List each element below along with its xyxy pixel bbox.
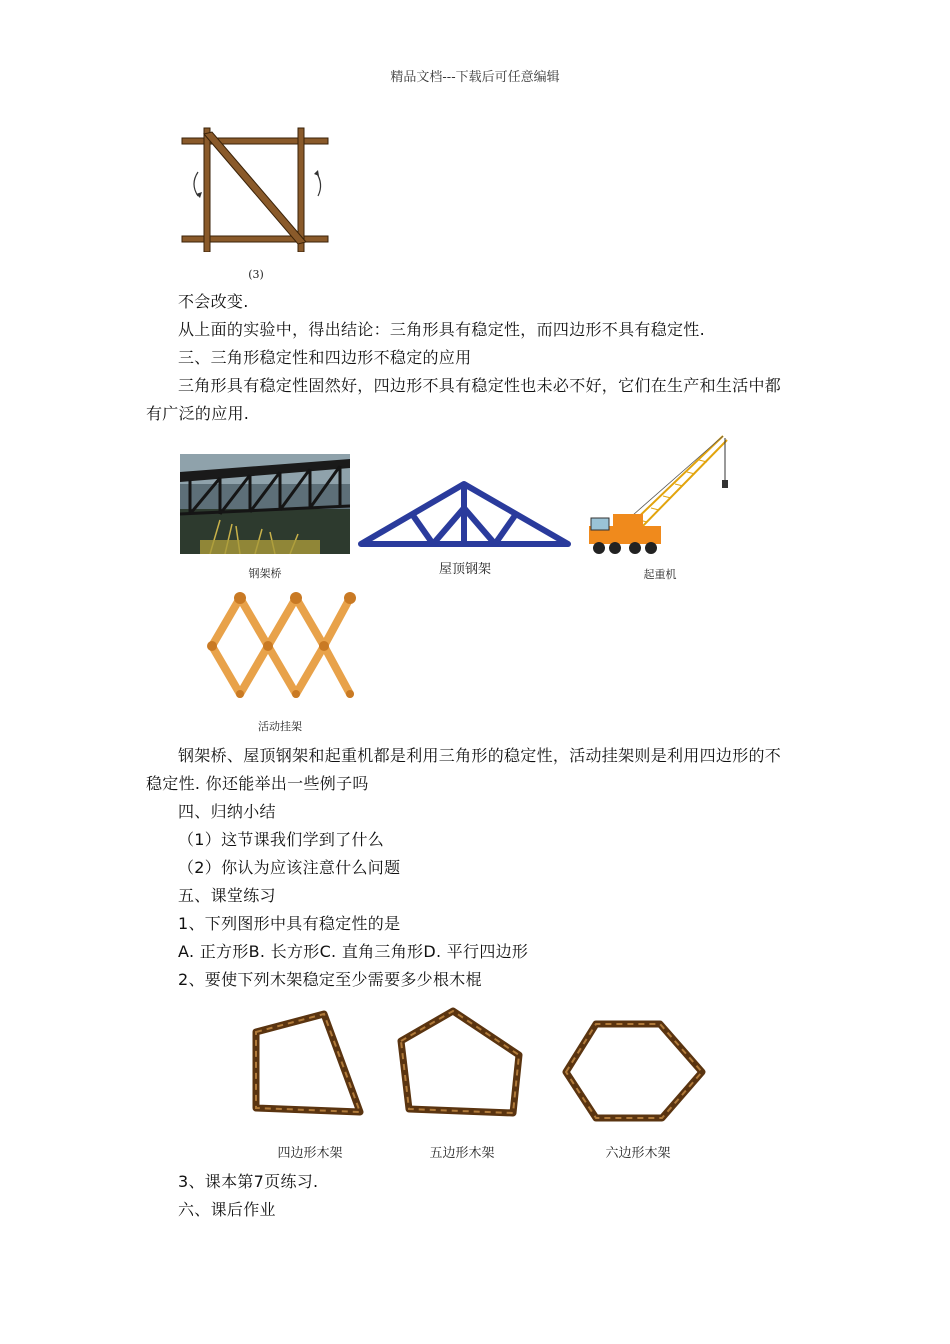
roof-caption: 屋顶钢架: [438, 562, 491, 577]
exercise-1-options: A. 正方形B. 长方形C. 直角三角形D. 平行四边形: [178, 942, 529, 961]
text-line-4: 三角形具有稳定性固然好，四边形不具有稳定性也未必不好，它们在生产和生活中都: [178, 376, 782, 395]
crane-caption: 起重机: [643, 568, 677, 581]
text-line-5: 有广泛的应用.: [146, 404, 250, 423]
rotate-arrow-left-icon: [194, 172, 198, 196]
text-line-1: 不会改变.: [178, 292, 249, 311]
pent-frame-caption: 五边形木架: [429, 1146, 495, 1161]
text-line-7: 稳定性. 你还能举出一些例子吗: [146, 774, 369, 793]
rack-caption: 活动挂架: [258, 720, 302, 733]
quadrilateral-frame-image: [248, 1008, 368, 1118]
exercise-2: 2、要使下列木架稳定至少需要多少根木棍: [178, 970, 482, 989]
hex-frame-caption: 六边形木架: [605, 1146, 671, 1161]
section-5-heading: 五、课堂练习: [178, 886, 276, 905]
section-6-heading: 六、课后作业: [178, 1200, 276, 1219]
folding-rack-image: [200, 590, 362, 702]
text-line-6: 钢架桥、屋顶钢架和起重机都是利用三角形的稳定性，活动挂架则是利用四边形的不: [178, 746, 782, 765]
figure-3-label: (3): [248, 268, 264, 281]
quad-frame-caption: 四边形木架: [277, 1146, 343, 1161]
crane-image: [585, 430, 735, 560]
section-3-heading: 三、三角形稳定性和四边形不稳定的应用: [178, 348, 472, 367]
pentagon-frame-image: [395, 1005, 525, 1120]
text-line-2: 从上面的实验中，得出结论：三角形具有稳定性，而四边形不具有稳定性.: [178, 320, 705, 339]
steel-bridge-image: [180, 454, 350, 554]
summary-item-2: （2）你认为应该注意什么问题: [178, 858, 401, 877]
square-frame-figure: [178, 122, 333, 252]
frame-left-bar: [204, 128, 210, 252]
bridge-caption: 钢架桥: [248, 567, 282, 580]
summary-item-1: （1）这节课我们学到了什么: [178, 830, 385, 849]
section-4-heading: 四、归纳小结: [178, 802, 276, 821]
frame-diagonal-bar: [204, 132, 306, 244]
exercise-3: 3、课本第7页练习.: [178, 1172, 319, 1191]
roof-truss-image: [357, 478, 572, 550]
hexagon-frame-image: [558, 1018, 708, 1124]
page-header: 精品文档---下载后可任意编辑: [390, 70, 560, 85]
exercise-1: 1、下列图形中具有稳定性的是: [178, 914, 401, 933]
